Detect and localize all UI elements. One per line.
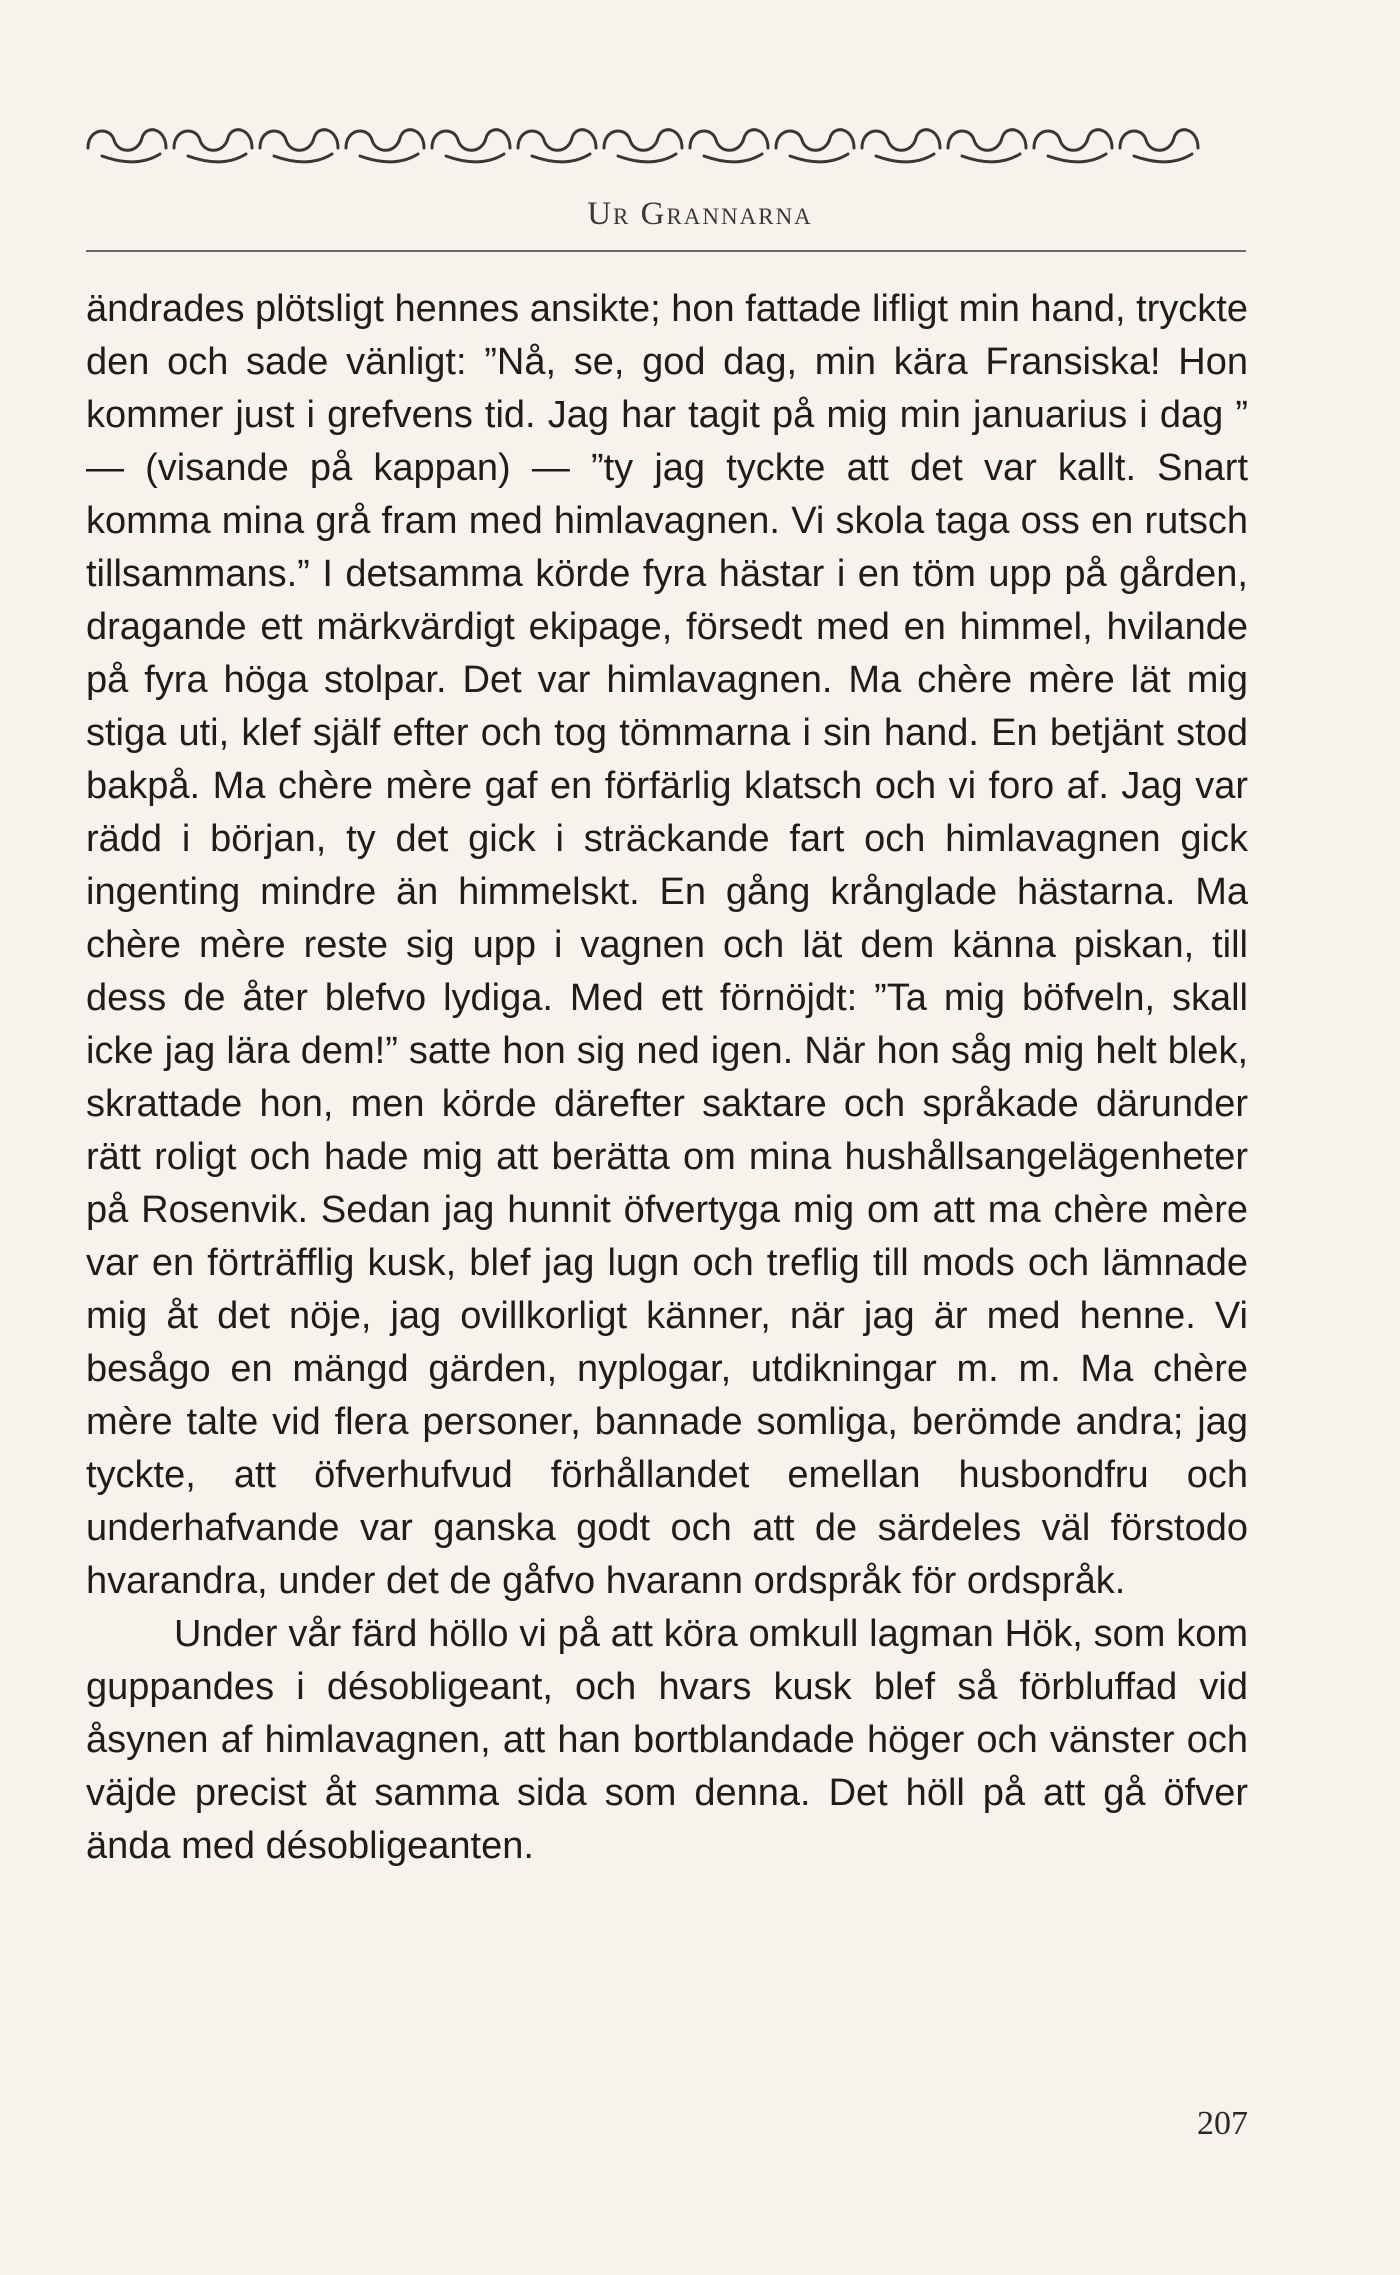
header-rule (86, 250, 1246, 252)
page-number: 207 (1197, 2105, 1248, 2142)
paragraph: ändrades plötsligt hennes ansikte; hon fattade lifligt min hand, tryckte den och sade vänligt: ”Nå, se, god dag, min kära Fransiska! Hon kommer just i grefvens tid. Jag har tagit på mig min januarius i dag ” — (visande på kappan) — ”ty jag tyckte att det var kallt. Snart komma mina grå fram med himlavagnen. Vi skola taga oss en rutsch tillsammans.” I detsamma körde fyra hästar i en töm upp på gården, dragande ett märkvärdigt ekipage, försedt med en himmel, hvilande på fyra höga stolpar. Det var himlavagnen. Ma chère mère lät mig stiga uti, klef själf efter och tog tömmarna i sin hand. En betjänt stod bakpå. Ma chère mère gaf en förfärlig klatsch och vi foro af. Jag var rädd i början, ty det gick i sträckande fart och himlavagnen gick ingenting mindre än himmelskt. En gång krånglade hästarna. Ma chère mère reste sig upp i vagnen och lät dem känna piskan, till dess de åter blefvo lydiga. Med ett förnöjdt: ”Ta mig böfveln, skall icke jag lära dem!” satte hon sig ned igen. När hon såg mig helt blek, skrattade hon, men körde därefter saktare och språkade därunder rätt roligt och hade mig att berätta om mina hushållsangelägenheter på Rosenvik. Sedan jag hunnit öfvertyga mig om att ma chère mère var en förträfflig kusk, blef jag lugn och treflig till mods och lämnade mig åt det nöje, jag ovillkorligt känner, när jag är med henne. Vi besågo en mängd gärden, nyplogar, utdikningar m. m. Ma chère mère talte vid flera personer, bannade somliga, berömde andra; jag tyckte, att öfverhufvud förhållandet emellan husbondfru och underhafvande var ganska godt och att de särdeles väl förstodo hvarandra, under det de gåfvo hvarann ordspråk för ordspråk. (86, 288, 1248, 1602)
body-text (86, 283, 1248, 1873)
decorative-header-ornament (84, 118, 1248, 170)
running-head-title: Ur Grannarna (587, 196, 813, 232)
paragraph: Under vår färd höllo vi på att köra omkull lagman Hök, som kom guppandes i désobligeant, och hvars kusk blef så förbluffad vid åsynen af himlavagnen, att han bortblandade höger och vänster och väjde precist åt samma sida som denna. Det höll på att gå öfver ända med désobligeanten. (86, 1613, 1248, 1867)
